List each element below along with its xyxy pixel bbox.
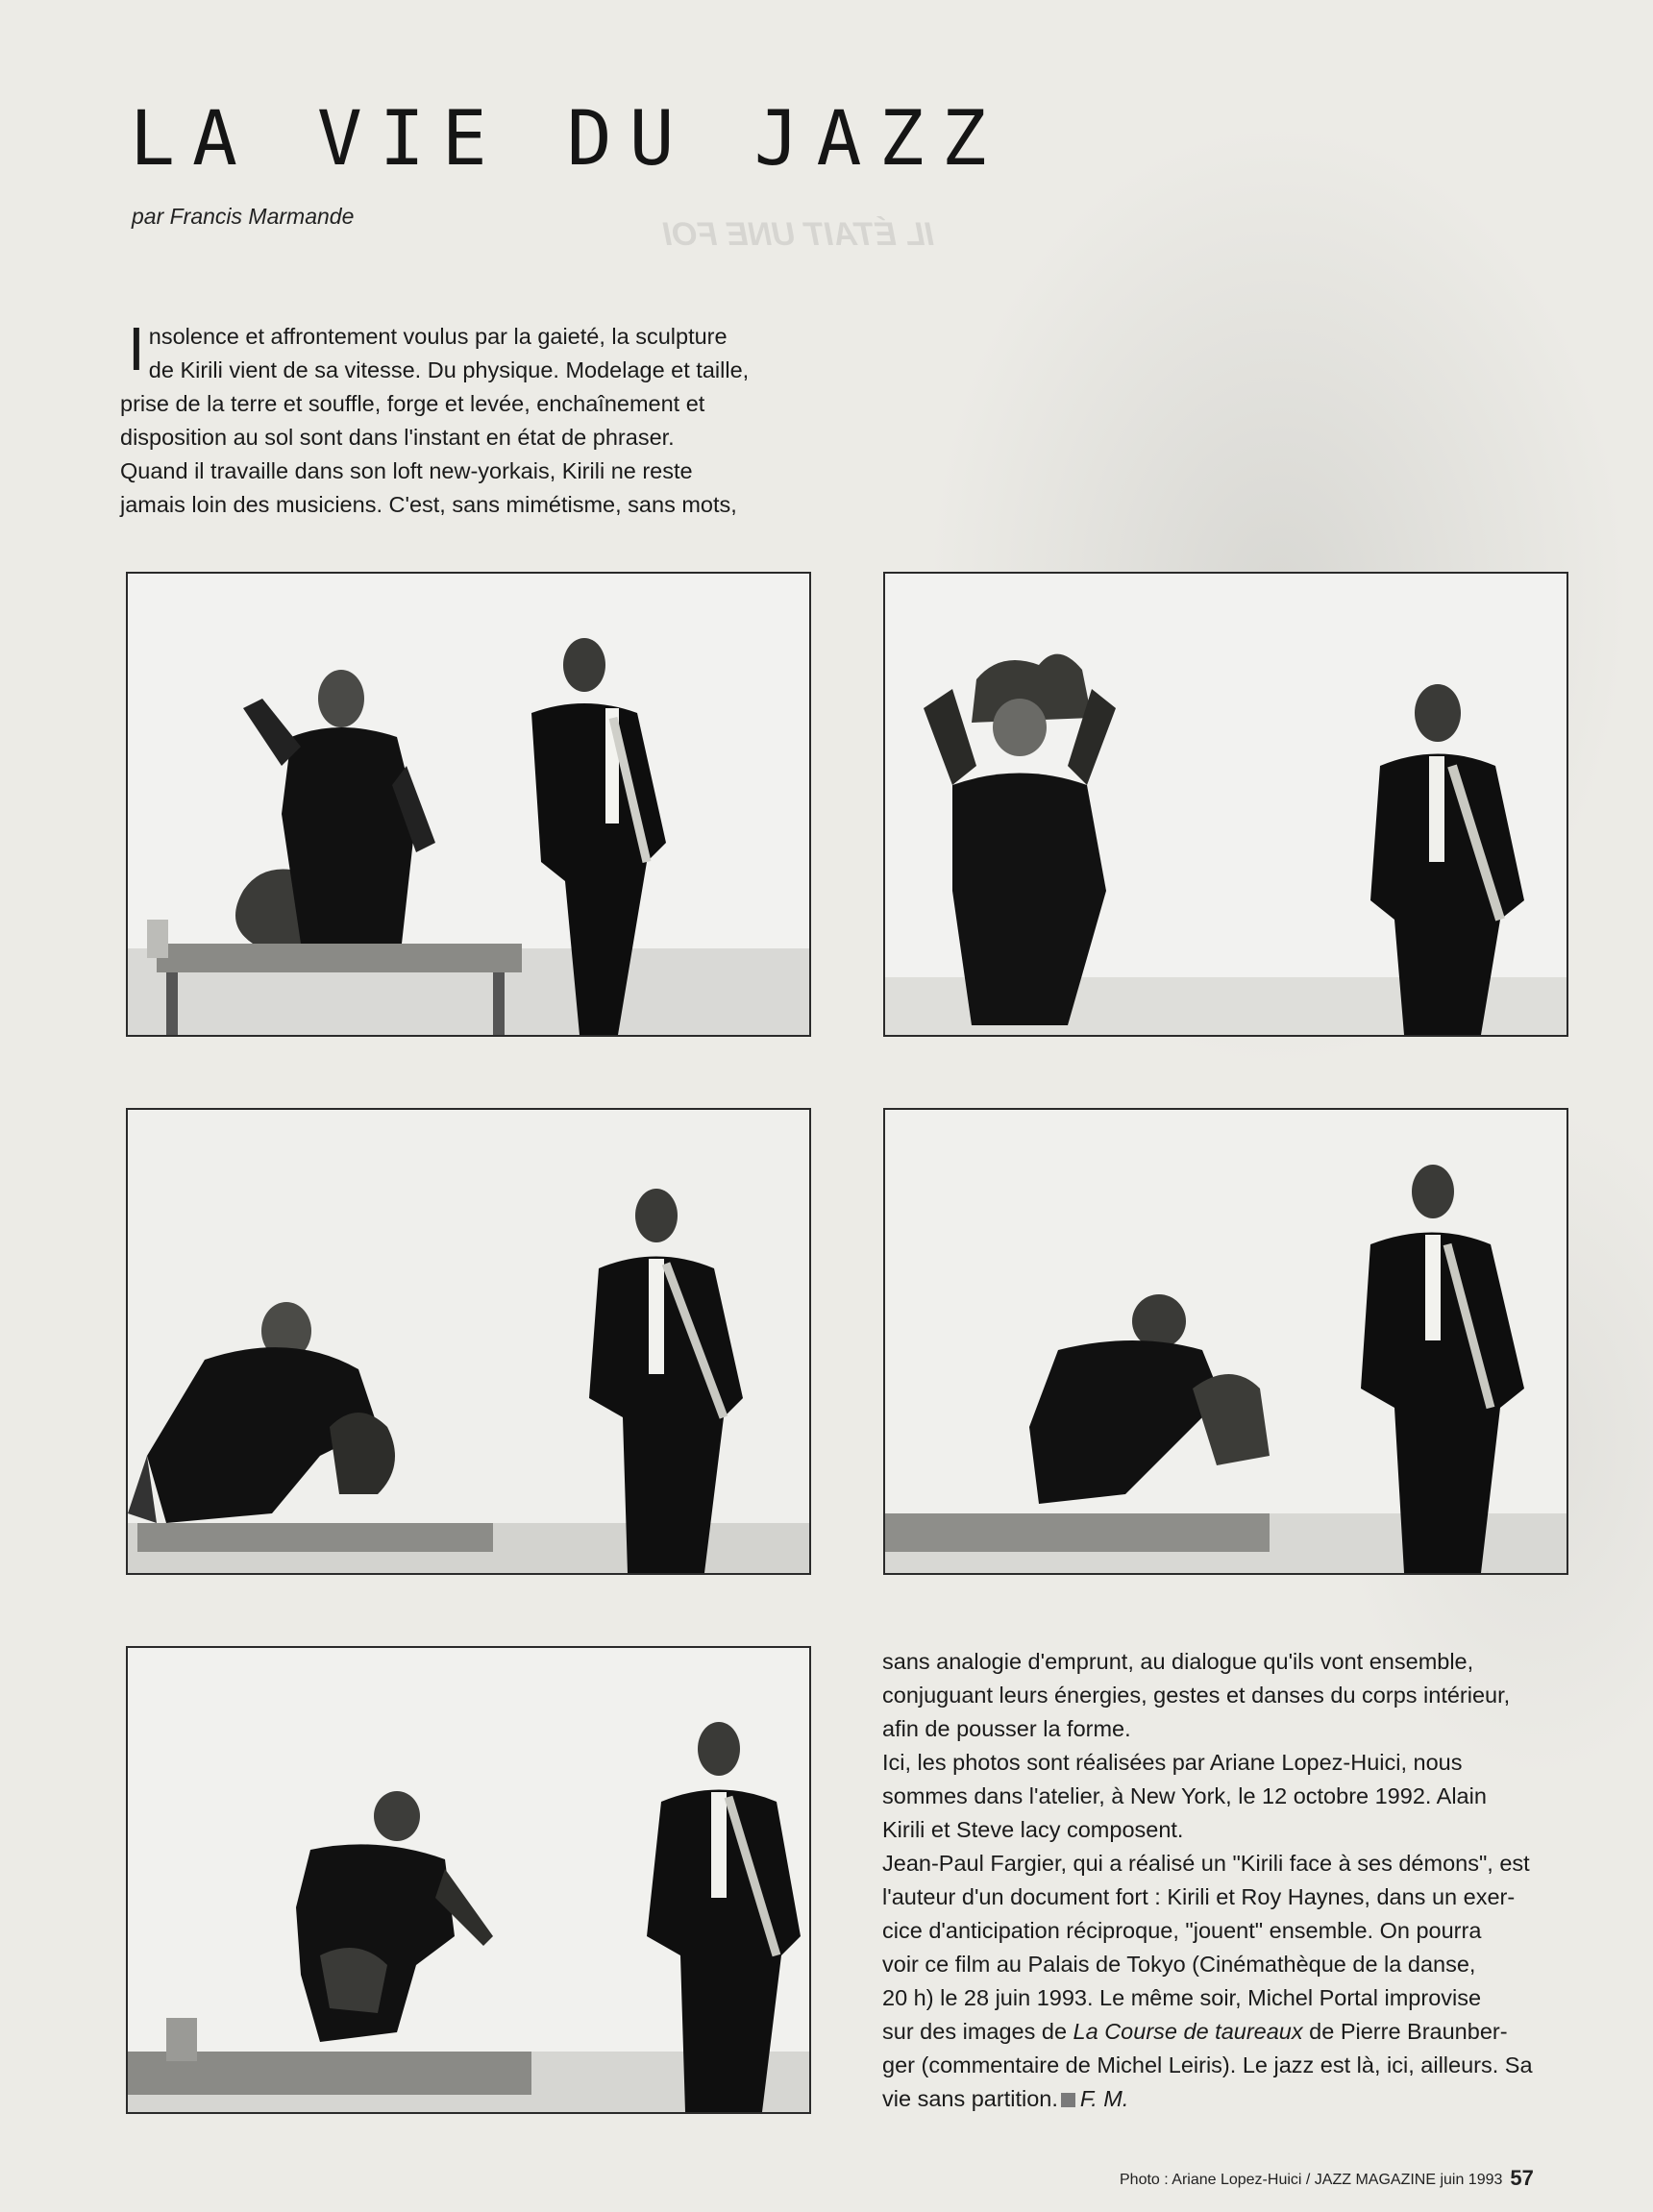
film-title: La Course de taureaux	[1073, 2019, 1303, 2044]
body-text-segment: sur des images de	[882, 2019, 1073, 2044]
photo-credit: Photo : Ariane Lopez-Huici / JAZZ MAGAZINE juin 1993	[1120, 2172, 1503, 2188]
intro-line: de Kirili vient de sa vitesse. Du physique. Modelage et taille,	[148, 357, 750, 382]
bleed-through-headline: IL ÉTAIT UNE FOI	[663, 216, 935, 253]
photo-sculptor-crouching-saxophonist-5	[126, 1646, 811, 2114]
photo-sculptor-table-saxophonist-1	[126, 572, 811, 1037]
photo-sculptor-head-saxophonist-2	[883, 572, 1568, 1037]
body-line: Ici, les photos sont réalisées par Ariane Lopez-Huici, nous	[882, 1750, 1463, 1775]
drop-cap: I	[128, 314, 145, 383]
byline: par Francis Marmande	[132, 204, 355, 229]
body-line	[882, 2015, 1574, 2049]
photo-image	[128, 1110, 809, 1573]
body-line: sans analogie d'emprunt, au dialogue qu'ils vont ensemble,	[882, 1649, 1474, 1674]
body-line: sommes dans l'atelier, à New York, le 12 octobre 1992. Alain	[882, 1783, 1487, 1808]
photo-image	[128, 1648, 809, 2112]
photo-image	[128, 574, 809, 1035]
photo-sculptor-motion-saxophonist-4	[883, 1108, 1568, 1575]
body-paragraphs	[882, 1645, 1574, 2116]
page-footer	[1120, 2166, 1534, 2191]
body-text-segment: vie sans partition.	[882, 2086, 1058, 2111]
intro-line: nsolence et affrontement voulus par la gaieté, la sculpture	[148, 324, 728, 349]
photo-sculptor-bending-saxophonist-3	[126, 1108, 811, 1575]
intro-line: jamais loin des musiciens. C'est, sans mimétisme, sans mots,	[120, 492, 737, 517]
intro-line: Quand il travaille dans son loft new-yorkais, Kirili ne reste	[120, 458, 693, 483]
body-line: l'auteur d'un document fort : Kirili et Roy Haynes, dans un exer-	[882, 1884, 1516, 1909]
body-text-segment: de Pierre Braunber-	[1302, 2019, 1508, 2044]
photo-image	[885, 574, 1567, 1035]
intro-line: prise de la terre et souffle, forge et levée, enchaînement et	[120, 391, 705, 416]
intro-line: disposition au sol sont dans l'instant en état de phraser.	[120, 425, 675, 450]
body-line: cice d'anticipation réciproque, "jouent" ensemble. On pourra	[882, 1918, 1482, 1943]
intro-paragraph	[120, 314, 820, 522]
photo-image	[885, 1110, 1567, 1573]
body-line: voir ce film au Palais de Tokyo (Cinémathèque de la danse,	[882, 1952, 1476, 1977]
body-line: Kirili et Steve lacy composent.	[882, 1817, 1184, 1842]
end-mark-square-icon	[1061, 2093, 1075, 2107]
body-line	[882, 2082, 1574, 2116]
author-signature: F. M.	[1079, 2086, 1129, 2111]
body-line: Jean-Paul Fargier, qui a réalisé un "Kirili face à ses démons", est	[882, 1851, 1530, 1876]
body-line: conjuguant leurs énergies, gestes et danses du corps intérieur,	[882, 1683, 1511, 1708]
body-line: ger (commentaire de Michel Leiris). Le jazz est là, ici, ailleurs. Sa	[882, 2052, 1533, 2077]
page-title: LA VIE DU JAZZ	[130, 96, 1004, 183]
body-line: 20 h) le 28 juin 1993. Le même soir, Michel Portal improvise	[882, 1985, 1482, 2010]
page-number: 57	[1510, 2166, 1534, 2190]
body-line: afin de pousser la forme.	[882, 1716, 1131, 1741]
